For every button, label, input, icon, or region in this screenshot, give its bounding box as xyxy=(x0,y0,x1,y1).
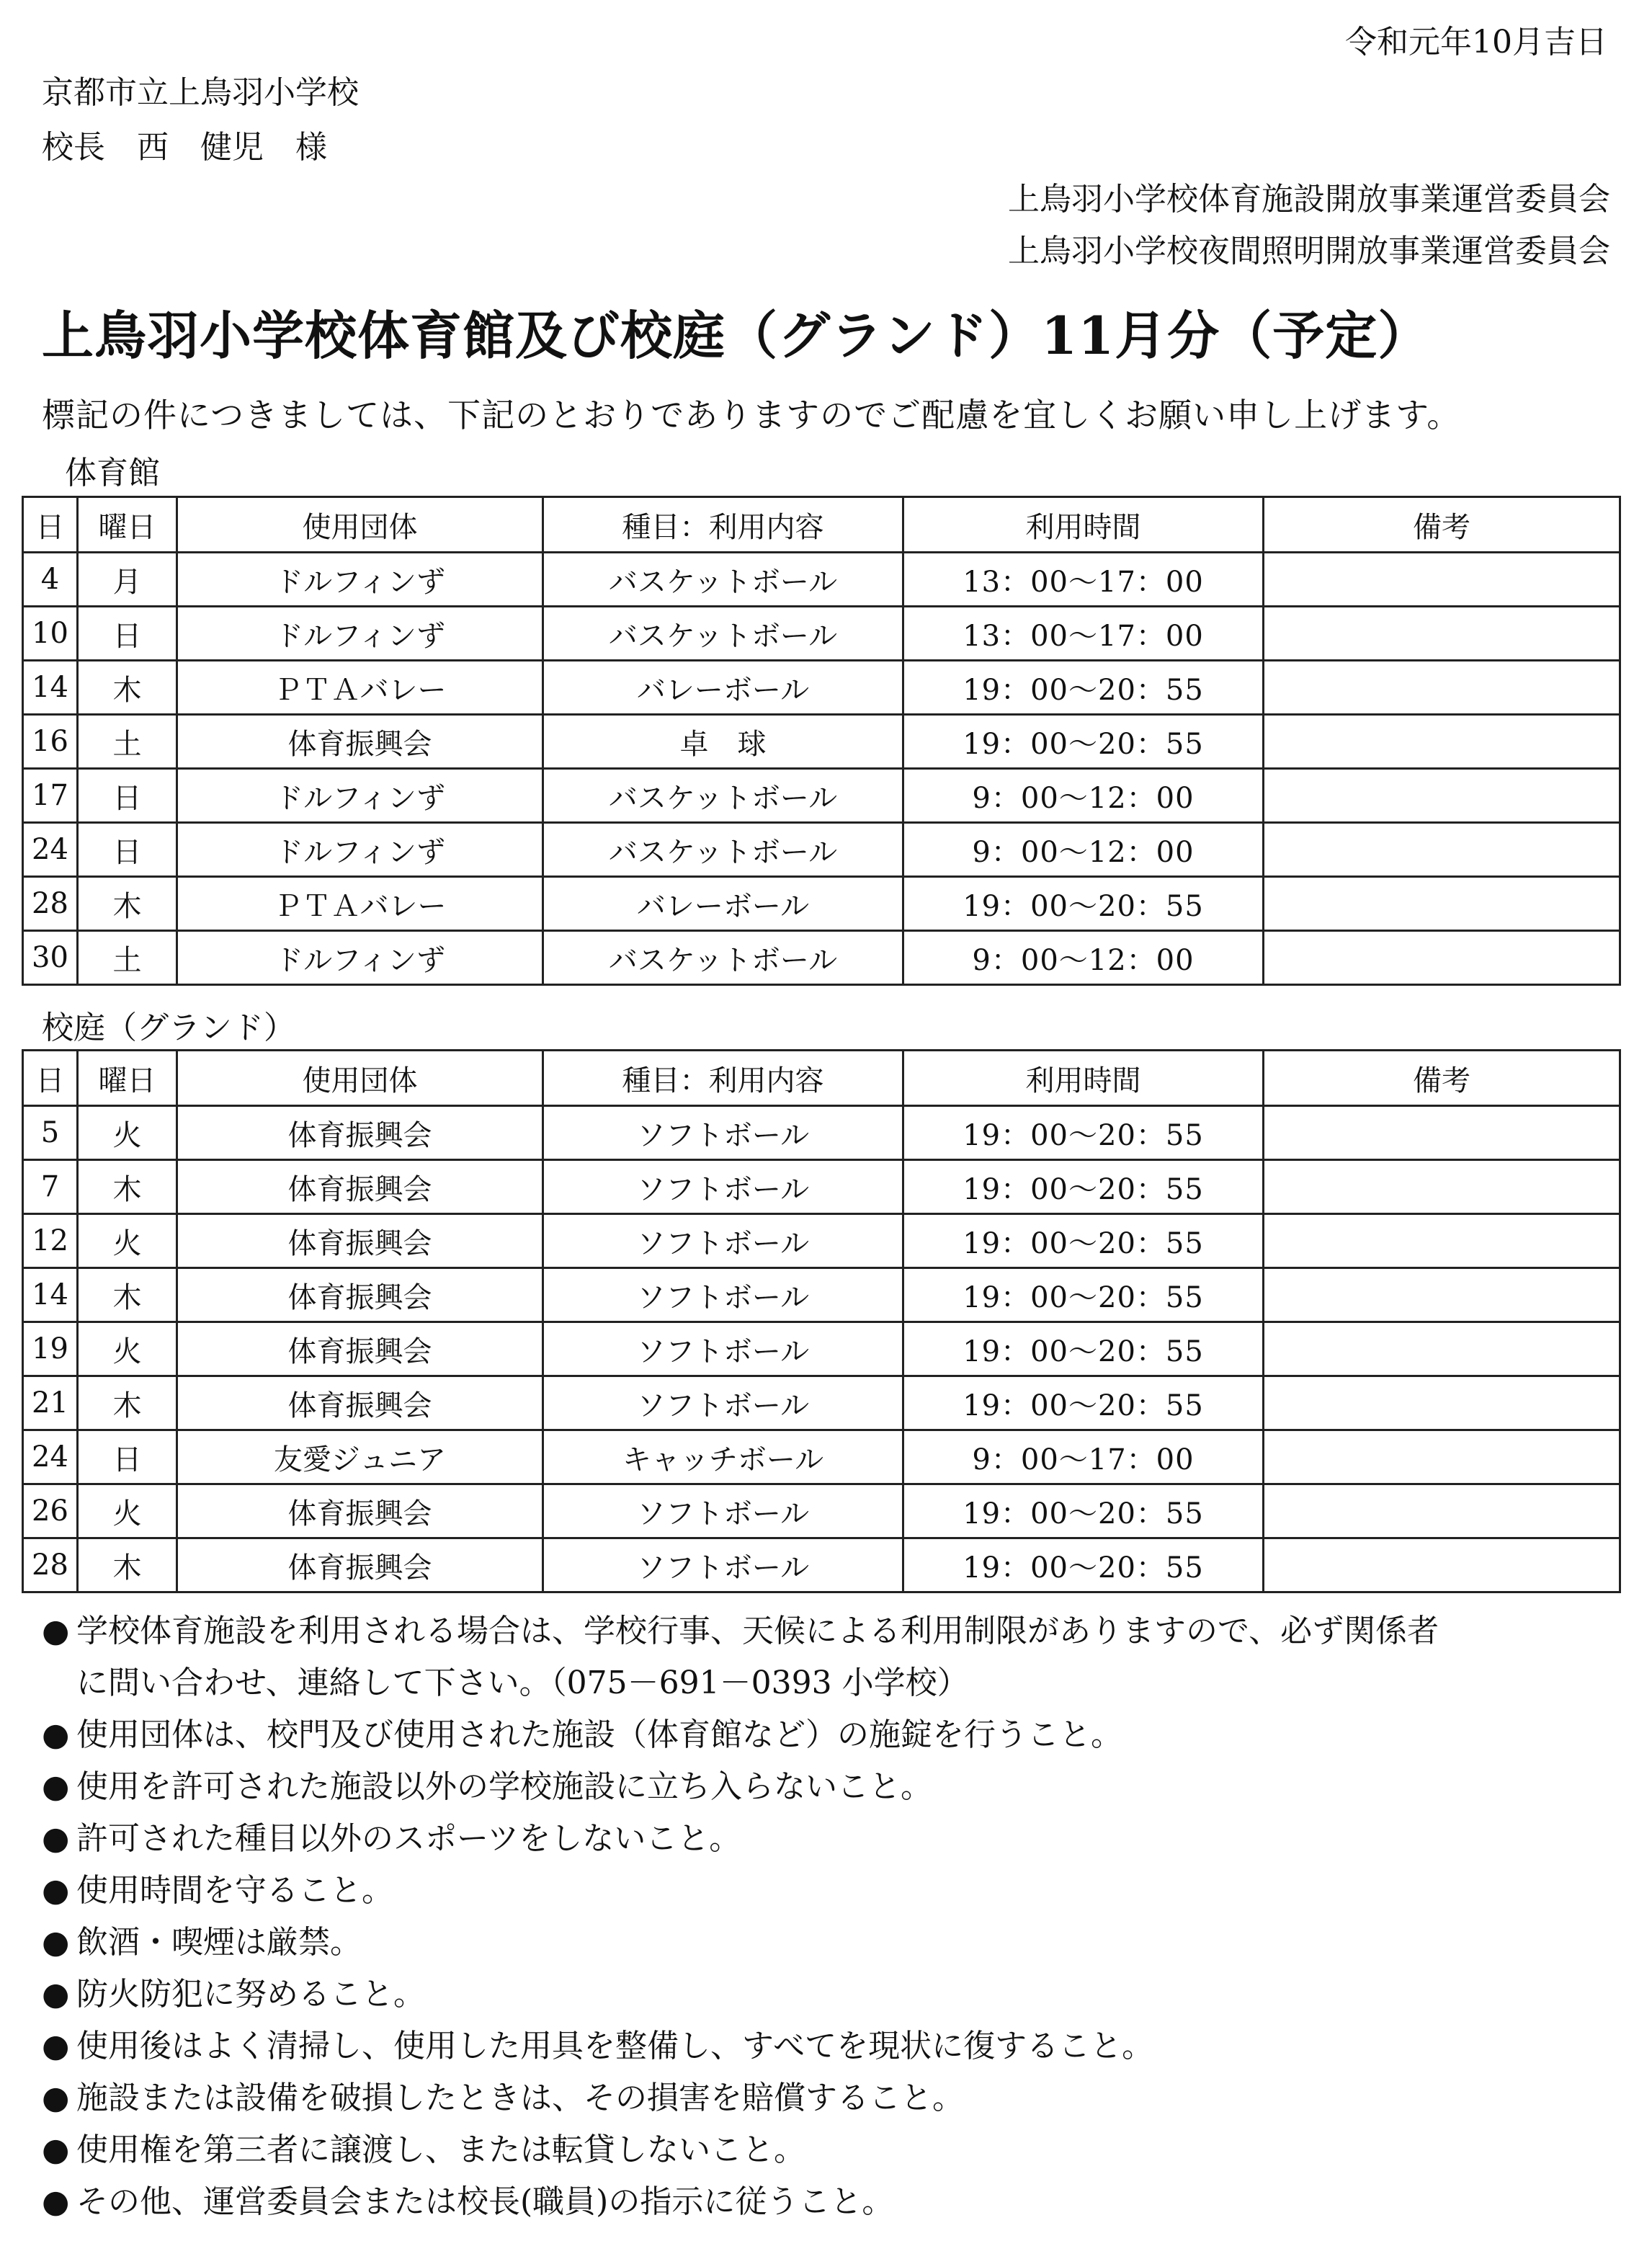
note-cell xyxy=(1264,1214,1620,1268)
day-cell: 26 xyxy=(23,1484,78,1538)
weekday-cell: 木 xyxy=(78,661,177,715)
column-header: 備考 xyxy=(1264,497,1620,553)
activity-cell: バスケットボール xyxy=(543,769,903,823)
rule-item xyxy=(42,1605,1620,1657)
group-cell: ドルフィンず xyxy=(177,931,543,985)
bullet-icon: ● xyxy=(42,1872,70,1909)
note-cell xyxy=(1264,877,1620,931)
note-cell xyxy=(1264,931,1620,985)
note-cell xyxy=(1264,1106,1620,1160)
recipient-principal: 校長 西 健児 様 xyxy=(42,129,327,166)
note-cell xyxy=(1264,1160,1620,1214)
time-cell: 19：00～20：55 xyxy=(903,1376,1264,1430)
column-header: 曜日 xyxy=(78,497,177,553)
activity-cell: キャッチボール xyxy=(543,1430,903,1484)
weekday-cell: 日 xyxy=(78,607,177,661)
rule-item xyxy=(42,1709,1620,1761)
weekday-cell: 日 xyxy=(78,769,177,823)
bullet-icon: ● xyxy=(42,2080,70,2116)
rule-text: 使用時間を守ること。 xyxy=(76,1872,393,1909)
gym-section-label: 体育館 xyxy=(65,455,160,491)
day-cell: 28 xyxy=(23,1538,78,1592)
weekday-cell: 火 xyxy=(78,1322,177,1376)
group-cell: 体育振興会 xyxy=(177,1106,543,1160)
note-cell xyxy=(1264,1268,1620,1322)
day-cell: 7 xyxy=(23,1160,78,1214)
time-cell: 19：00～20：55 xyxy=(903,1106,1264,1160)
table-row xyxy=(23,1538,1620,1592)
activity-cell: バレーボール xyxy=(543,877,903,931)
weekday-cell: 日 xyxy=(78,823,177,877)
column-header: 種目：利用内容 xyxy=(543,497,903,553)
time-cell: 9：00～12：00 xyxy=(903,931,1264,985)
rule-item xyxy=(42,2176,1620,2228)
column-header: 使用団体 xyxy=(177,497,543,553)
group-cell: 友愛ジュニア xyxy=(177,1430,543,1484)
group-cell: 体育振興会 xyxy=(177,1160,543,1214)
weekday-cell: 木 xyxy=(78,1160,177,1214)
table-row xyxy=(23,1430,1620,1484)
column-header: 種目：利用内容 xyxy=(543,1051,903,1106)
group-cell: ドルフィンず xyxy=(177,823,543,877)
usage-rules-list xyxy=(42,1605,1620,2228)
weekday-cell: 木 xyxy=(78,1538,177,1592)
group-cell: 体育振興会 xyxy=(177,1322,543,1376)
weekday-cell: 火 xyxy=(78,1214,177,1268)
time-cell: 19：00～20：55 xyxy=(903,661,1264,715)
group-cell: 体育振興会 xyxy=(177,1214,543,1268)
table-row xyxy=(23,1214,1620,1268)
table-row xyxy=(23,715,1620,769)
rule-text: 使用後はよく清掃し、使用した用具を整備し、すべてを現状に復すること。 xyxy=(76,2028,1154,2064)
rule-text: 使用団体は、校門及び使用された施設（体育館など）の施錠を行うこと。 xyxy=(76,1716,1122,1753)
time-cell: 19：00～20：55 xyxy=(903,877,1264,931)
rule-text: 使用権を第三者に譲渡し、または転貸しないこと。 xyxy=(76,2131,805,2168)
table-row xyxy=(23,1160,1620,1214)
day-cell: 5 xyxy=(23,1106,78,1160)
weekday-cell: 木 xyxy=(78,877,177,931)
weekday-cell: 木 xyxy=(78,1268,177,1322)
weekday-cell: 火 xyxy=(78,1484,177,1538)
group-cell: 体育振興会 xyxy=(177,1376,543,1430)
time-cell: 9：00～17：00 xyxy=(903,1430,1264,1484)
intro-text: 標記の件につきましては、下記のとおりでありますのでご配慮を宜しくお願い申し上げます。 xyxy=(42,396,1461,435)
time-cell: 19：00～20：55 xyxy=(903,1214,1264,1268)
sender-committee-1: 上鳥羽小学校体育施設開放事業運営委員会 xyxy=(1008,181,1610,218)
group-cell: 体育振興会 xyxy=(177,715,543,769)
gym-schedule-table xyxy=(22,496,1621,986)
rule-item xyxy=(42,1969,1620,2020)
table-row xyxy=(23,877,1620,931)
group-cell: 体育振興会 xyxy=(177,1484,543,1538)
time-cell: 19：00～20：55 xyxy=(903,1484,1264,1538)
time-cell: 9：00～12：00 xyxy=(903,769,1264,823)
bullet-icon: ● xyxy=(42,1820,70,1857)
weekday-cell: 木 xyxy=(78,1376,177,1430)
time-cell: 19：00～20：55 xyxy=(903,1322,1264,1376)
table-row xyxy=(23,607,1620,661)
bullet-icon: ● xyxy=(42,1716,70,1753)
bullet-icon: ● xyxy=(42,1768,70,1805)
day-cell: 16 xyxy=(23,715,78,769)
day-cell: 30 xyxy=(23,931,78,985)
rule-item xyxy=(42,2072,1620,2124)
time-cell: 19：00～20：55 xyxy=(903,1538,1264,1592)
note-cell xyxy=(1264,607,1620,661)
table-header-row xyxy=(23,1051,1620,1106)
table-row xyxy=(23,1322,1620,1376)
table-row xyxy=(23,1268,1620,1322)
column-header: 利用時間 xyxy=(903,1051,1264,1106)
table-row xyxy=(23,1484,1620,1538)
bullet-icon: ● xyxy=(42,2183,70,2220)
bullet-icon: ● xyxy=(42,1613,70,1649)
bullet-icon: ● xyxy=(42,2028,70,2064)
note-cell xyxy=(1264,769,1620,823)
note-cell xyxy=(1264,823,1620,877)
rule-text: 許可された種目以外のスポーツをしないこと。 xyxy=(76,1820,741,1857)
rule-item xyxy=(42,2020,1620,2072)
column-header: 備考 xyxy=(1264,1051,1620,1106)
time-cell: 9：00～12：00 xyxy=(903,823,1264,877)
document-title: 上鳥羽小学校体育館及び校庭（グランド）11月分（予定） xyxy=(42,305,1431,366)
rule-item xyxy=(42,1813,1620,1865)
table-row xyxy=(23,1376,1620,1430)
rule-text: 飲酒・喫煙は厳禁。 xyxy=(76,1924,362,1961)
document-date: 令和元年10月吉日 xyxy=(1345,24,1607,61)
rule-text-continued: に問い合わせ、連絡して下さい。（075－691－0393 小学校） xyxy=(76,1665,969,1701)
group-cell: ドルフィンず xyxy=(177,607,543,661)
day-cell: 28 xyxy=(23,877,78,931)
rule-text: 施設または設備を破損したときは、その損害を賠償すること。 xyxy=(76,2080,964,2116)
bullet-icon: ● xyxy=(42,1924,70,1961)
weekday-cell: 火 xyxy=(78,1106,177,1160)
weekday-cell: 日 xyxy=(78,1430,177,1484)
activity-cell: バスケットボール xyxy=(543,931,903,985)
note-cell xyxy=(1264,553,1620,607)
time-cell: 19：00～20：55 xyxy=(903,1160,1264,1214)
weekday-cell: 土 xyxy=(78,931,177,985)
column-header: 曜日 xyxy=(78,1051,177,1106)
sender-committee-2: 上鳥羽小学校夜間照明開放事業運営委員会 xyxy=(1008,233,1610,269)
time-cell: 19：00～20：55 xyxy=(903,1268,1264,1322)
day-cell: 10 xyxy=(23,607,78,661)
day-cell: 4 xyxy=(23,553,78,607)
day-cell: 24 xyxy=(23,823,78,877)
rule-text: 使用を許可された施設以外の学校施設に立ち入らないこと。 xyxy=(76,1768,932,1805)
weekday-cell: 月 xyxy=(78,553,177,607)
ground-section-label: 校庭（グランド） xyxy=(42,1010,295,1046)
note-cell xyxy=(1264,1376,1620,1430)
group-cell: 体育振興会 xyxy=(177,1268,543,1322)
ground-schedule-table xyxy=(22,1049,1621,1593)
note-cell xyxy=(1264,1484,1620,1538)
table-row xyxy=(23,823,1620,877)
activity-cell: バレーボール xyxy=(543,661,903,715)
bullet-icon: ● xyxy=(42,1976,70,2013)
activity-cell: ソフトボール xyxy=(543,1160,903,1214)
activity-cell: バスケットボール xyxy=(543,553,903,607)
note-cell xyxy=(1264,1430,1620,1484)
group-cell: ＰＴＡバレー xyxy=(177,661,543,715)
table-row xyxy=(23,553,1620,607)
table-row xyxy=(23,769,1620,823)
column-header: 使用団体 xyxy=(177,1051,543,1106)
day-cell: 17 xyxy=(23,769,78,823)
rule-item xyxy=(42,1917,1620,1969)
table-row xyxy=(23,931,1620,985)
activity-cell: ソフトボール xyxy=(543,1214,903,1268)
table-row xyxy=(23,661,1620,715)
activity-cell: ソフトボール xyxy=(543,1484,903,1538)
note-cell xyxy=(1264,1322,1620,1376)
day-cell: 14 xyxy=(23,661,78,715)
rule-item xyxy=(42,1865,1620,1917)
day-cell: 14 xyxy=(23,1268,78,1322)
day-cell: 12 xyxy=(23,1214,78,1268)
column-header: 日 xyxy=(23,1051,78,1106)
activity-cell: バスケットボール xyxy=(543,823,903,877)
rule-item xyxy=(42,2124,1620,2176)
note-cell xyxy=(1264,661,1620,715)
day-cell: 19 xyxy=(23,1322,78,1376)
table-row xyxy=(23,1106,1620,1160)
note-cell xyxy=(1264,1538,1620,1592)
rule-text: その他、運営委員会または校長(職員)の指示に従うこと。 xyxy=(76,2183,894,2220)
time-cell: 13：00～17：00 xyxy=(903,553,1264,607)
recipient-school: 京都市立上鳥羽小学校 xyxy=(42,74,359,111)
activity-cell: ソフトボール xyxy=(543,1322,903,1376)
group-cell: ドルフィンず xyxy=(177,553,543,607)
group-cell: ドルフィンず xyxy=(177,769,543,823)
day-cell: 21 xyxy=(23,1376,78,1430)
activity-cell: バスケットボール xyxy=(543,607,903,661)
activity-cell: ソフトボール xyxy=(543,1538,903,1592)
column-header: 利用時間 xyxy=(903,497,1264,553)
rule-item xyxy=(42,1761,1620,1813)
table-header-row xyxy=(23,497,1620,553)
activity-cell: 卓 球 xyxy=(543,715,903,769)
activity-cell: ソフトボール xyxy=(543,1376,903,1430)
activity-cell: ソフトボール xyxy=(543,1106,903,1160)
time-cell: 19：00～20：55 xyxy=(903,715,1264,769)
bullet-icon: ● xyxy=(42,2131,70,2168)
column-header: 日 xyxy=(23,497,78,553)
day-cell: 24 xyxy=(23,1430,78,1484)
group-cell: ＰＴＡバレー xyxy=(177,877,543,931)
activity-cell: ソフトボール xyxy=(543,1268,903,1322)
group-cell: 体育振興会 xyxy=(177,1538,543,1592)
weekday-cell: 土 xyxy=(78,715,177,769)
time-cell: 13：00～17：00 xyxy=(903,607,1264,661)
note-cell xyxy=(1264,715,1620,769)
rule-text: 学校体育施設を利用される場合は、学校行事、天候による利用制限がありますので、必ず関係者 xyxy=(76,1613,1439,1649)
rule-text: 防火防犯に努めること。 xyxy=(76,1976,425,2013)
